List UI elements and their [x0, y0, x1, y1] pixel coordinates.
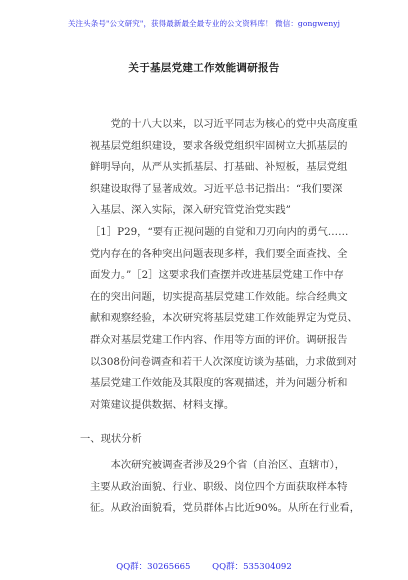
footer-contact: QQ群：30265665 QQ群：535304092 — [116, 562, 292, 572]
paragraph-line: 视基层党组织建设，要求各级党组织牢固树立大抓基层的 — [90, 139, 348, 152]
header-note: 关注头条号"公文研究"，获得最新最全最专业的公文资料库！ 微信：gongwenyj — [67, 19, 341, 28]
intro-paragraph — [90, 114, 358, 416]
section-heading: 一、现状分析 — [80, 433, 142, 445]
paragraph-line: 入基层、深入实际，深入研究管党治党实践” — [90, 204, 291, 217]
paragraph-line: 群众对基层党建工作内容、作用等方面的评价。调研报告 — [90, 333, 348, 346]
paragraph-line: 面发力。”［2］这要求我们查摆并改进基层党建工作中存 — [90, 269, 344, 282]
paragraph-line: 党内存在的各种突出问题表现多样，我们要全面查找、全 — [90, 247, 348, 260]
paragraph-line: 党的十八大以来，以习近平同志为核心的党中央高度重 — [90, 118, 358, 130]
section-paragraph — [90, 455, 361, 520]
paragraph-line: 献和观察经验，本次研究将基层党建工作效能界定为党员、 — [90, 312, 358, 325]
paragraph-line: 本次研究被调查者涉及29个省（自治区、直辖市）， — [90, 459, 346, 471]
paragraph-line: 基层党建工作效能及其限度的客观描述，并为问题分析和 — [90, 377, 348, 390]
paragraph-line: 主要从政治面貌、行业、职级、岗位四个方面获取样本特 — [90, 480, 348, 493]
paragraph-line: 对策建议提供数据、材料支撑。 — [90, 398, 235, 411]
paragraph-line: 征。从政治面貌看，党员群体占比近90%。从所在行业看， — [90, 502, 361, 515]
paragraph-line: 在的突出问题，切实提高基层党建工作效能。综合经典文 — [90, 290, 348, 303]
paragraph-line: 鲜明导向，从严从实抓基层、打基础、补短板，基层党组 — [90, 161, 348, 174]
paragraph-line: 织建设取得了显著成效。习近平总书记指出：“我们要深 — [90, 182, 343, 195]
document-title: 关于基层党建工作效能调研报告 — [128, 62, 280, 74]
paragraph-line: 以308份问卷调查和若干人次深度访谈为基础，力求做到对 — [90, 355, 357, 368]
paragraph-line: ［1］P29，“要有正视问题的自觉和刀刃向内的勇气…… — [90, 225, 349, 238]
